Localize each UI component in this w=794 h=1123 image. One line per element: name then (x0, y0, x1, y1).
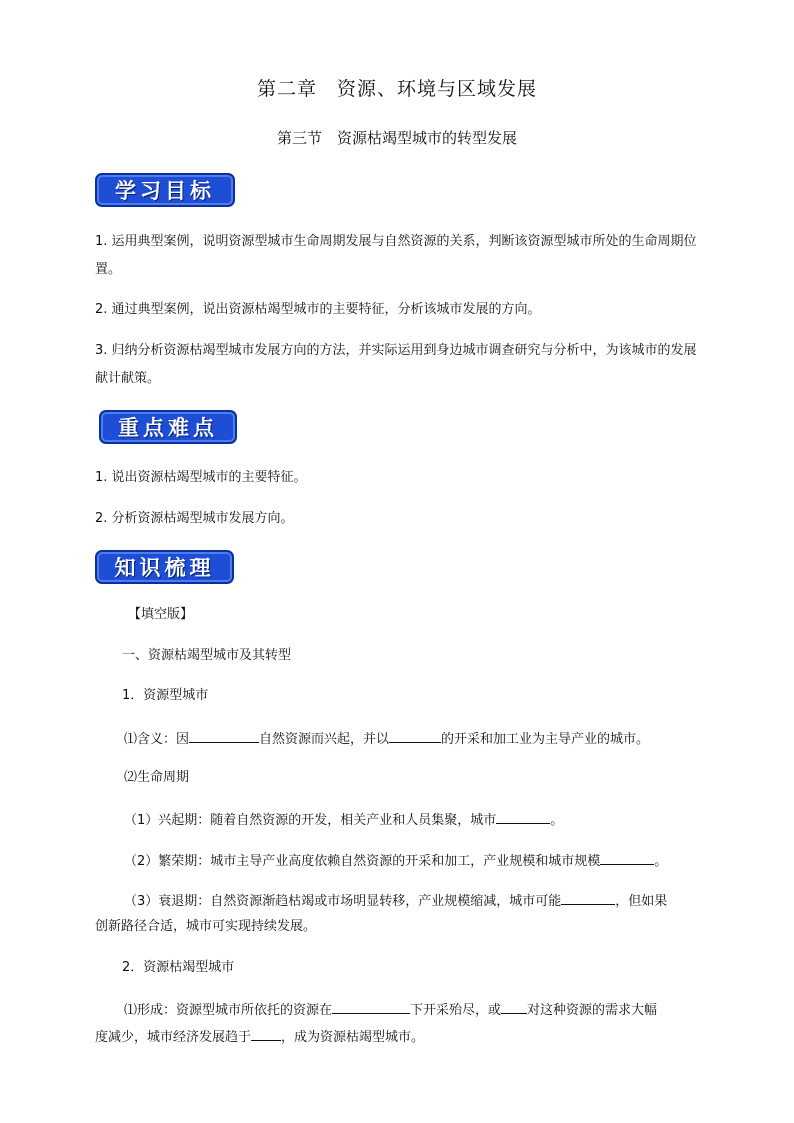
sub-heading-2: 2．资源枯竭型城市 (122, 960, 235, 975)
formation-text-e: ，成为资源枯竭型城市。 (281, 1030, 425, 1045)
rise-stage-text: （1）兴起期：随着自然资源的开发，相关产业和人员集聚，城市 (124, 813, 497, 828)
version-label: 【填空版】 (128, 607, 194, 622)
boom-stage-line (124, 850, 667, 872)
goals-banner-label: 学习目标 (115, 179, 215, 203)
chapter-title: 第二章 资源、环境与区域发展 (256, 78, 537, 100)
answer-blank[interactable] (501, 999, 527, 1014)
definition-line (124, 728, 649, 750)
answer-blank[interactable] (189, 728, 259, 743)
formation-text-b: 下开采殆尽，或 (410, 1003, 502, 1018)
keypoint-item-2: 2. 分析资源枯竭型城市发展方向。 (95, 511, 294, 526)
answer-blank[interactable] (389, 728, 441, 743)
formation-text-d: 度减少，城市经济发展趋于 (95, 1030, 252, 1045)
definition-text-b: 自然资源而兴起，并以 (259, 732, 390, 747)
answer-blank[interactable] (561, 890, 615, 905)
section-title: 第三节 资源枯竭型城市的转型发展 (276, 129, 517, 147)
formation-text-a: ⑴形成：资源型城市所依托的资源在 (124, 1003, 333, 1018)
decline-stage-line-2: 创新路径合适，城市可实现持续发展。 (95, 919, 317, 934)
part-heading: 一、资源枯竭型城市及其转型 (122, 648, 292, 663)
keypoint-item-1: 1. 说出资源枯竭型城市的主要特征。 (95, 470, 307, 485)
boom-stage-text: （2）繁荣期：城市主导产业高度依赖自然资源的开采和加工，产业规模和城市规模 (124, 854, 601, 869)
definition-text-a: ⑴含义：因 (124, 732, 190, 747)
keypoints-banner-label: 重点难点 (118, 416, 218, 440)
rise-stage-line (124, 809, 563, 831)
boom-stage-end: 。 (654, 854, 668, 869)
keypoints-banner (99, 410, 237, 444)
decline-stage-text-b: ，但如果 (615, 894, 668, 909)
goal-item-2: 2. 通过典型案例，说出资源枯竭型城市的主要特征，分析该城市发展的方向。 (95, 302, 541, 317)
formation-line (124, 999, 657, 1021)
answer-blank[interactable] (496, 809, 550, 824)
goal-item-1: 1. 运用典型案例，说明资源型城市生命周期发展与自然资源的关系，判断该资源型城市所处的生命周期位置。 (95, 234, 697, 277)
formation-text-c: 对这种资源的需求大幅 (527, 1003, 658, 1018)
knowledge-banner (95, 550, 234, 584)
rise-stage-end: 。 (550, 813, 564, 828)
goals-banner (95, 173, 235, 207)
sub-heading-1: 1．资源型城市 (122, 688, 209, 703)
formation-line-2 (95, 1026, 424, 1048)
answer-blank[interactable] (600, 850, 654, 865)
knowledge-banner-label: 知识梳理 (114, 556, 215, 580)
answer-blank[interactable] (332, 999, 410, 1014)
answer-blank[interactable] (251, 1026, 281, 1041)
goal-item-3: 3. 归纳分析资源枯竭型城市发展方向的方法，并实际运用到身边城市调查研究与分析中，为该城市的发展献计献策。 (95, 343, 697, 386)
decline-stage-text: （3）衰退期：自然资源渐趋枯竭或市场明显转移，产业规模缩减，城市可能 (124, 894, 562, 909)
decline-stage-line (124, 890, 667, 912)
life-cycle-heading: ⑵生命周期 (124, 770, 190, 785)
definition-text-c: 的开采和加工业为主导产业的城市。 (441, 732, 650, 747)
